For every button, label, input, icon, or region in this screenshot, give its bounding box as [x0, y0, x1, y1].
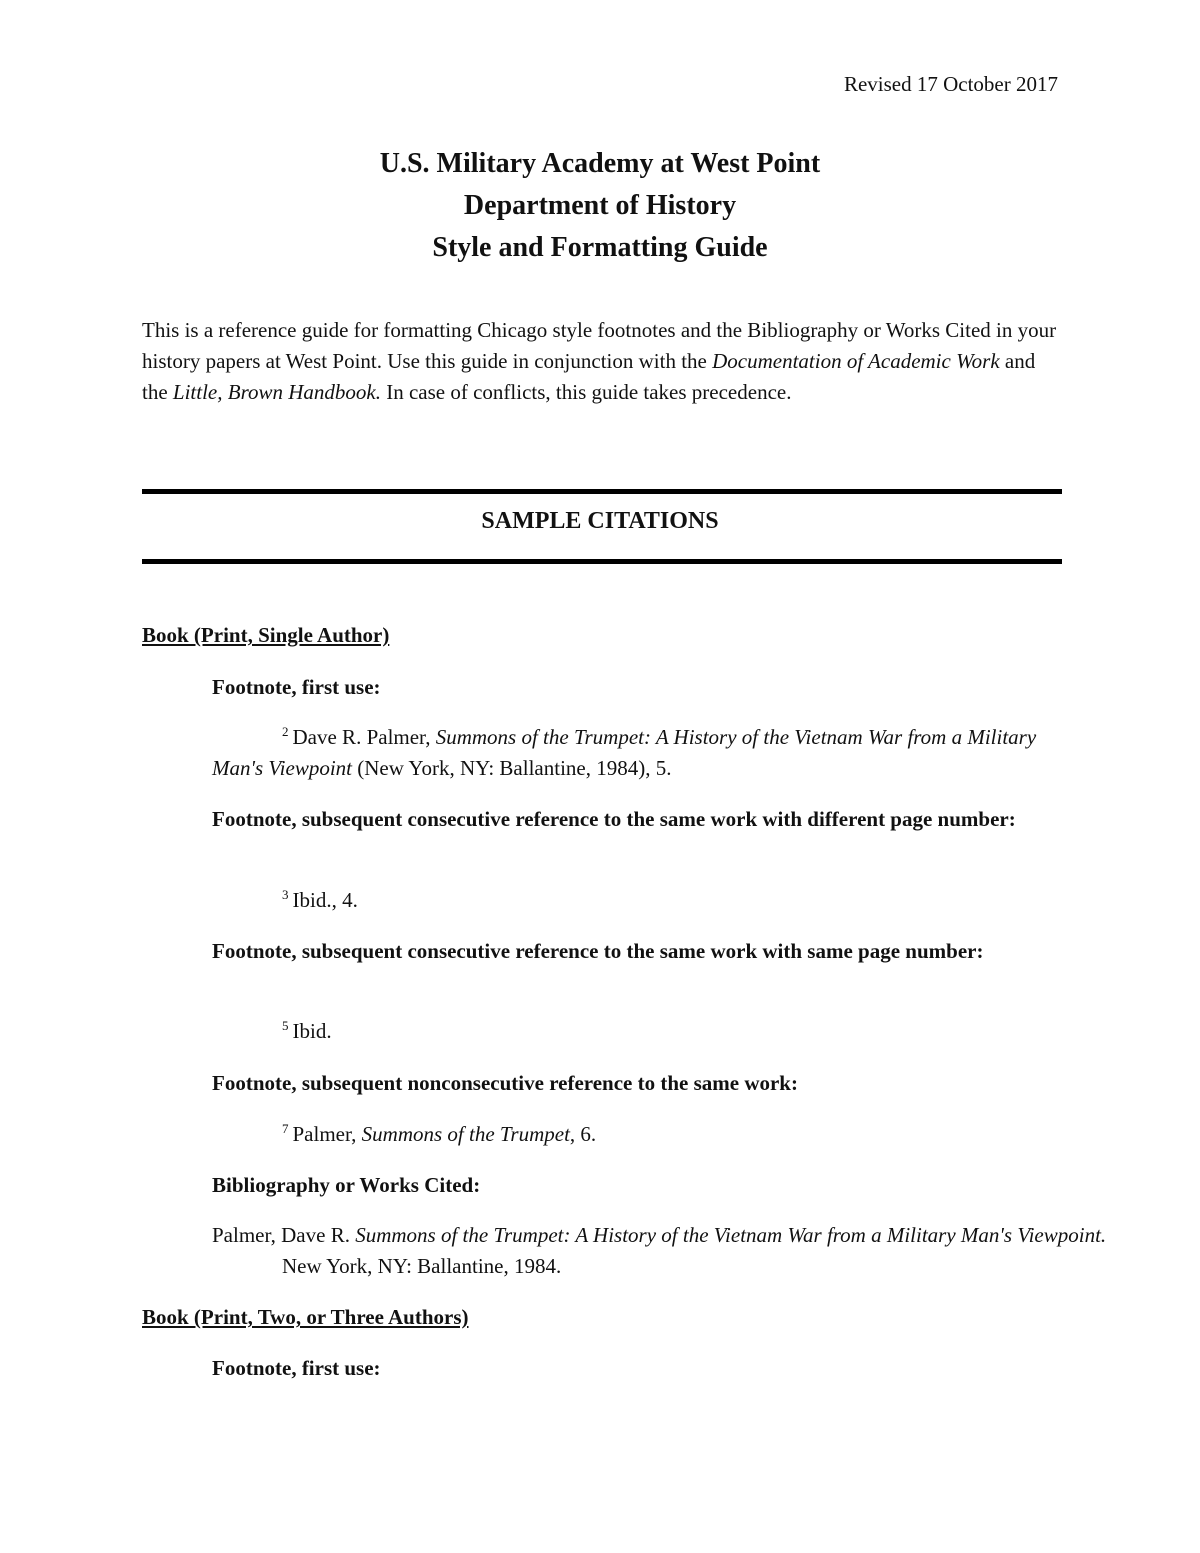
footnote-7: $^7$ Palmer, Summons of the Trumpet, 6.	[282, 1121, 597, 1146]
label-footnote-first-use: Footnote, first use:	[212, 675, 381, 699]
intro-text-2: and the	[142, 349, 1036, 404]
revision-date: Revised 17 October 2017	[843, 72, 1058, 96]
footnote-3: $^3$ Ibid., 4.	[282, 887, 358, 912]
section-rule-bottom	[142, 559, 1062, 564]
title-line-3: Style and Formatting Guide	[432, 232, 768, 263]
book-title: Summons of the Trumpet: A History of the Vietnam War from a Military Man's Viewpoint	[212, 725, 1037, 780]
footnote-5: $^5$ Ibid.	[282, 1018, 332, 1043]
footnote-number: 7	[282, 1121, 289, 1136]
heading-book-single-author: Book (Print, Single Author)	[142, 623, 390, 647]
section-rule-top	[142, 489, 1062, 494]
label-footnote-nonconsecutive: Footnote, subsequent nonconsecutive reference to the same work:	[212, 1071, 798, 1095]
label-footnote-same-page: Footnote, subsequent consecutive reference to the same work with same page number:	[212, 939, 984, 963]
title-line-2: Department of History	[463, 190, 737, 221]
document-title	[0, 143, 1200, 269]
label-footnote-different-page: Footnote, subsequent consecutive reference to the same work with different page number:	[212, 807, 1016, 831]
intro-paragraph	[142, 315, 1062, 408]
intro-text-3: In case of conflicts, this guide takes precedence.	[380, 380, 792, 404]
heading-book-multiple-authors: Book (Print, Two, or Three Authors)	[142, 1305, 469, 1329]
footnote-number: 5	[282, 1018, 289, 1033]
intro-text-1: This is a reference guide for formatting Chicago style footnotes and the Bibliography or Works Cited in your history papers at West Point. Use this guide in conjunction with the	[142, 318, 1057, 373]
intro-handbook-title: Little, Brown Handbook.	[172, 380, 381, 404]
book-title-short: Summons of the Trumpet	[361, 1122, 570, 1146]
label-footnote-first-use-2: Footnote, first use:	[212, 1356, 381, 1380]
section-title: SAMPLE CITATIONS	[481, 508, 719, 534]
footnote-2: $^2$ Dave R. Palmer, Summons of the Trumpet: A History of the Vietnam War from a Military Man's Viewpoint (New York, NY: Ballantine, 1984), 5.	[212, 724, 1037, 780]
footnote-number: 2	[282, 724, 289, 739]
label-bibliography: Bibliography or Works Cited:	[212, 1173, 481, 1197]
footnote-number: 3	[282, 887, 289, 902]
book-title: Summons of the Trumpet: A History of the Vietnam War from a Military Man's Viewpoint.	[355, 1223, 1107, 1247]
title-line-1: U.S. Military Academy at West Point	[379, 148, 821, 179]
bibliography-entry: Palmer, Dave R. Summons of the Trumpet: A History of the Vietnam War from a Military Man's Viewpoint. New York, NY: Ballantine, 1984.	[212, 1223, 1107, 1278]
intro-doc-title: Documentation of Academic Work	[712, 349, 1000, 373]
